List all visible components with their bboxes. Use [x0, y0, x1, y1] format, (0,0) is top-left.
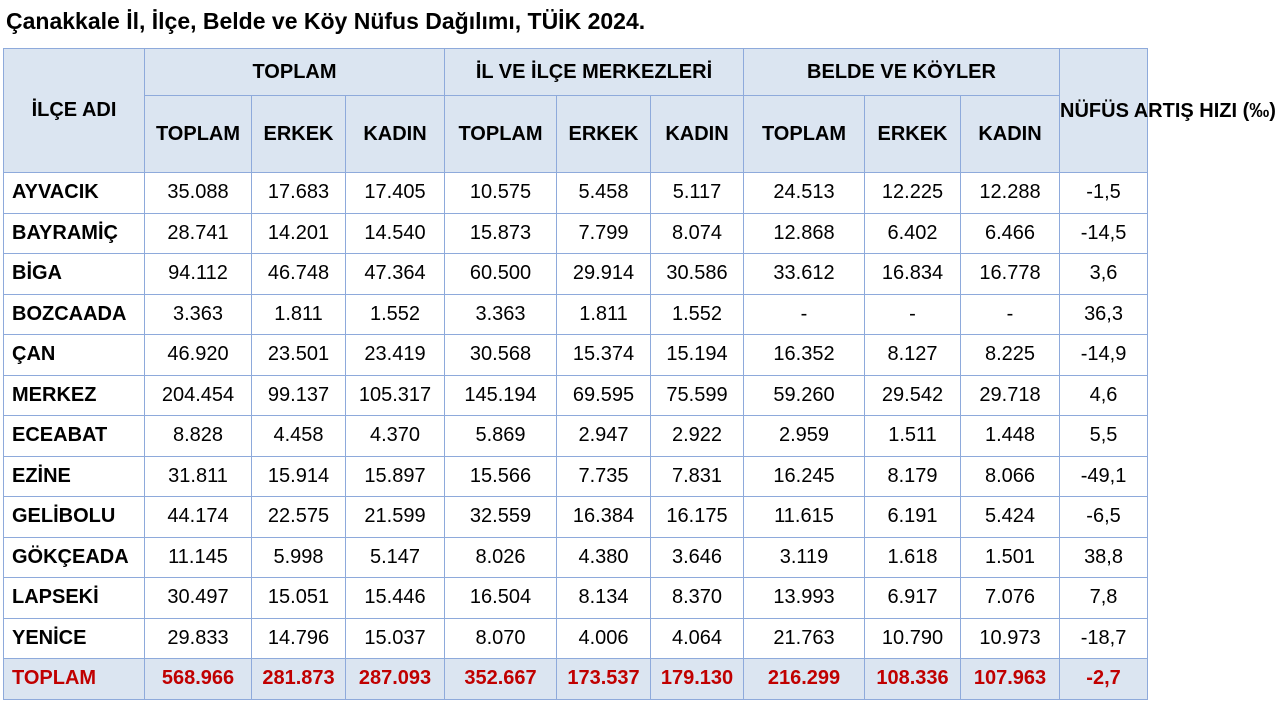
merkez-kadin-cell: 1.552	[651, 294, 744, 335]
ilce-name-cell: ECEABAT	[4, 416, 145, 457]
merkez-erkek-cell: 15.374	[557, 335, 651, 376]
subheader-kadin: KADIN	[346, 96, 445, 173]
belde-koy-erkek-cell: 8.179	[865, 456, 961, 497]
ilce-name-cell: BİGA	[4, 254, 145, 295]
belde-koy-toplam-cell: 59.260	[744, 375, 865, 416]
merkez-erkek-cell: 7.799	[557, 213, 651, 254]
merkez-toplam-cell: 15.566	[445, 456, 557, 497]
toplam-nufus-cell: 8.828	[145, 416, 252, 457]
merkez-kadin-cell: 16.175	[651, 497, 744, 538]
belde-koy-toplam-cell: 11.615	[744, 497, 865, 538]
merkez-kadin-cell: 8.074	[651, 213, 744, 254]
merkez-erkek-cell: 16.384	[557, 497, 651, 538]
toplam-nufus-cell: 204.454	[145, 375, 252, 416]
toplam-erkek-cell: 46.748	[252, 254, 346, 295]
belde-koy-toplam-cell: 16.352	[744, 335, 865, 376]
merkez-kadin-cell: 75.599	[651, 375, 744, 416]
toplam-erkek-cell: 14.796	[252, 618, 346, 659]
belde-koy-kadin-cell: 8.225	[961, 335, 1060, 376]
nufus-artis-hizi-cell: 5,5	[1060, 416, 1148, 457]
nufus-artis-hizi-cell: -18,7	[1060, 618, 1148, 659]
table-row	[4, 173, 1148, 214]
toplam-kadin-cell: 105.317	[346, 375, 445, 416]
nufus-artis-hizi-cell: -14,5	[1060, 213, 1148, 254]
toplam-kadin-cell: 47.364	[346, 254, 445, 295]
merkez-erkek-cell: 69.595	[557, 375, 651, 416]
merkez-kadin-cell: 2.922	[651, 416, 744, 457]
subheader-toplam: TOPLAM	[744, 96, 865, 173]
ilce-name-cell: GELİBOLU	[4, 497, 145, 538]
ilce-name-cell: AYVACIK	[4, 173, 145, 214]
belde-koy-kadin-cell: 5.424	[961, 497, 1060, 538]
merkez-kadin-cell: 179.130	[651, 659, 744, 700]
merkez-toplam-cell: 10.575	[445, 173, 557, 214]
toplam-erkek-cell: 15.051	[252, 578, 346, 619]
nufus-artis-hizi-cell: -2,7	[1060, 659, 1148, 700]
toplam-kadin-cell: 23.419	[346, 335, 445, 376]
belde-koy-kadin-cell: 16.778	[961, 254, 1060, 295]
merkez-toplam-cell: 16.504	[445, 578, 557, 619]
belde-koy-toplam-cell: 3.119	[744, 537, 865, 578]
toplam-erkek-cell: 4.458	[252, 416, 346, 457]
belde-koy-kadin-cell: 107.963	[961, 659, 1060, 700]
nufus-artis-hizi-cell: 36,3	[1060, 294, 1148, 335]
ilce-name-cell: MERKEZ	[4, 375, 145, 416]
belde-koy-toplam-cell: 33.612	[744, 254, 865, 295]
belde-koy-erkek-cell: 16.834	[865, 254, 961, 295]
merkez-erkek-cell: 4.380	[557, 537, 651, 578]
merkez-erkek-cell: 1.811	[557, 294, 651, 335]
toplam-nufus-cell: 28.741	[145, 213, 252, 254]
belde-koy-erkek-cell: 1.511	[865, 416, 961, 457]
table-row	[4, 375, 1148, 416]
merkez-kadin-cell: 8.370	[651, 578, 744, 619]
toplam-erkek-cell: 281.873	[252, 659, 346, 700]
subheader-erkek: ERKEK	[557, 96, 651, 173]
table-body	[4, 173, 1148, 700]
toplam-kadin-cell: 1.552	[346, 294, 445, 335]
merkez-erkek-cell: 7.735	[557, 456, 651, 497]
toplam-nufus-cell: 46.920	[145, 335, 252, 376]
toplam-nufus-cell: 568.966	[145, 659, 252, 700]
belde-koy-toplam-cell: 216.299	[744, 659, 865, 700]
merkez-kadin-cell: 3.646	[651, 537, 744, 578]
toplam-nufus-cell: 3.363	[145, 294, 252, 335]
nufus-artis-hizi-cell: -14,9	[1060, 335, 1148, 376]
merkez-toplam-cell: 60.500	[445, 254, 557, 295]
column-header-nufus-artis-hizi: NÜFÜS ARTIŞ HIZI (‰)	[1060, 49, 1148, 173]
belde-koy-kadin-cell: 6.466	[961, 213, 1060, 254]
toplam-nufus-cell: 94.112	[145, 254, 252, 295]
table-row	[4, 618, 1148, 659]
merkez-erkek-cell: 4.006	[557, 618, 651, 659]
merkez-erkek-cell: 173.537	[557, 659, 651, 700]
toplam-nufus-cell: 31.811	[145, 456, 252, 497]
table-row	[4, 254, 1148, 295]
merkez-toplam-cell: 8.026	[445, 537, 557, 578]
nufus-artis-hizi-cell: 7,8	[1060, 578, 1148, 619]
toplam-erkek-cell: 22.575	[252, 497, 346, 538]
subheader-erkek: ERKEK	[865, 96, 961, 173]
ilce-name-cell: TOPLAM	[4, 659, 145, 700]
table-row	[4, 578, 1148, 619]
toplam-kadin-cell: 14.540	[346, 213, 445, 254]
belde-koy-erkek-cell: -	[865, 294, 961, 335]
belde-koy-erkek-cell: 6.917	[865, 578, 961, 619]
ilce-name-cell: YENİCE	[4, 618, 145, 659]
merkez-toplam-cell: 3.363	[445, 294, 557, 335]
merkez-toplam-cell: 5.869	[445, 416, 557, 457]
ilce-name-cell: GÖKÇEADA	[4, 537, 145, 578]
ilce-name-cell: BOZCAADA	[4, 294, 145, 335]
group-header-belde-koyler: BELDE VE KÖYLER	[744, 49, 1060, 96]
merkez-toplam-cell: 352.667	[445, 659, 557, 700]
toplam-nufus-cell: 29.833	[145, 618, 252, 659]
belde-koy-toplam-cell: -	[744, 294, 865, 335]
belde-koy-kadin-cell: -	[961, 294, 1060, 335]
subheader-toplam: TOPLAM	[145, 96, 252, 173]
toplam-kadin-cell: 287.093	[346, 659, 445, 700]
toplam-kadin-cell: 15.037	[346, 618, 445, 659]
merkez-erkek-cell: 5.458	[557, 173, 651, 214]
belde-koy-kadin-cell: 8.066	[961, 456, 1060, 497]
merkez-kadin-cell: 7.831	[651, 456, 744, 497]
column-header-ilce: İLÇE ADI	[4, 49, 145, 173]
table-row	[4, 213, 1148, 254]
belde-koy-kadin-cell: 7.076	[961, 578, 1060, 619]
toplam-nufus-cell: 44.174	[145, 497, 252, 538]
toplam-kadin-cell: 17.405	[346, 173, 445, 214]
subheader-erkek: ERKEK	[252, 96, 346, 173]
ilce-name-cell: EZİNE	[4, 456, 145, 497]
belde-koy-erkek-cell: 12.225	[865, 173, 961, 214]
table-row	[4, 537, 1148, 578]
merkez-kadin-cell: 5.117	[651, 173, 744, 214]
table-row	[4, 335, 1148, 376]
toplam-erkek-cell: 99.137	[252, 375, 346, 416]
subheader-toplam: TOPLAM	[445, 96, 557, 173]
merkez-kadin-cell: 15.194	[651, 335, 744, 376]
nufus-artis-hizi-cell: 38,8	[1060, 537, 1148, 578]
table-row	[4, 456, 1148, 497]
merkez-erkek-cell: 29.914	[557, 254, 651, 295]
merkez-kadin-cell: 30.586	[651, 254, 744, 295]
merkez-erkek-cell: 2.947	[557, 416, 651, 457]
belde-koy-kadin-cell: 1.501	[961, 537, 1060, 578]
belde-koy-kadin-cell: 1.448	[961, 416, 1060, 457]
nufus-artis-hizi-cell: 4,6	[1060, 375, 1148, 416]
toplam-nufus-cell: 35.088	[145, 173, 252, 214]
toplam-erkek-cell: 1.811	[252, 294, 346, 335]
toplam-kadin-cell: 5.147	[346, 537, 445, 578]
toplam-erkek-cell: 14.201	[252, 213, 346, 254]
total-row	[4, 659, 1148, 700]
group-header-merkezler: İL VE İLÇE MERKEZLERİ	[445, 49, 744, 96]
nufus-artis-hizi-cell: 3,6	[1060, 254, 1148, 295]
ilce-name-cell: LAPSEKİ	[4, 578, 145, 619]
toplam-erkek-cell: 17.683	[252, 173, 346, 214]
belde-koy-toplam-cell: 24.513	[744, 173, 865, 214]
belde-koy-toplam-cell: 16.245	[744, 456, 865, 497]
nufus-artis-hizi-cell: -1,5	[1060, 173, 1148, 214]
belde-koy-erkek-cell: 1.618	[865, 537, 961, 578]
merkez-erkek-cell: 8.134	[557, 578, 651, 619]
merkez-toplam-cell: 32.559	[445, 497, 557, 538]
merkez-kadin-cell: 4.064	[651, 618, 744, 659]
belde-koy-toplam-cell: 12.868	[744, 213, 865, 254]
subheader-kadin: KADIN	[961, 96, 1060, 173]
toplam-nufus-cell: 30.497	[145, 578, 252, 619]
belde-koy-erkek-cell: 10.790	[865, 618, 961, 659]
belde-koy-erkek-cell: 8.127	[865, 335, 961, 376]
belde-koy-kadin-cell: 10.973	[961, 618, 1060, 659]
belde-koy-erkek-cell: 6.402	[865, 213, 961, 254]
population-table	[3, 48, 1276, 700]
ilce-name-cell: BAYRAMİÇ	[4, 213, 145, 254]
toplam-erkek-cell: 23.501	[252, 335, 346, 376]
belde-koy-toplam-cell: 13.993	[744, 578, 865, 619]
belde-koy-erkek-cell: 6.191	[865, 497, 961, 538]
table-row	[4, 416, 1148, 457]
table-row	[4, 497, 1148, 538]
toplam-kadin-cell: 21.599	[346, 497, 445, 538]
toplam-kadin-cell: 4.370	[346, 416, 445, 457]
merkez-toplam-cell: 145.194	[445, 375, 557, 416]
toplam-kadin-cell: 15.897	[346, 456, 445, 497]
merkez-toplam-cell: 8.070	[445, 618, 557, 659]
toplam-erkek-cell: 5.998	[252, 537, 346, 578]
nufus-artis-hizi-cell: -49,1	[1060, 456, 1148, 497]
belde-koy-toplam-cell: 2.959	[744, 416, 865, 457]
group-header-toplam: TOPLAM	[145, 49, 445, 96]
belde-koy-kadin-cell: 29.718	[961, 375, 1060, 416]
merkez-toplam-cell: 15.873	[445, 213, 557, 254]
nufus-artis-hizi-cell: -6,5	[1060, 497, 1148, 538]
belde-koy-toplam-cell: 21.763	[744, 618, 865, 659]
belde-koy-kadin-cell: 12.288	[961, 173, 1060, 214]
table-row	[4, 294, 1148, 335]
belde-koy-erkek-cell: 29.542	[865, 375, 961, 416]
toplam-erkek-cell: 15.914	[252, 456, 346, 497]
merkez-toplam-cell: 30.568	[445, 335, 557, 376]
subheader-kadin: KADIN	[651, 96, 744, 173]
page-title: Çanakkale İl, İlçe, Belde ve Köy Nüfus Dağılımı, TÜİK 2024.	[6, 8, 646, 34]
belde-koy-erkek-cell: 108.336	[865, 659, 961, 700]
toplam-nufus-cell: 11.145	[145, 537, 252, 578]
ilce-name-cell: ÇAN	[4, 335, 145, 376]
toplam-kadin-cell: 15.446	[346, 578, 445, 619]
